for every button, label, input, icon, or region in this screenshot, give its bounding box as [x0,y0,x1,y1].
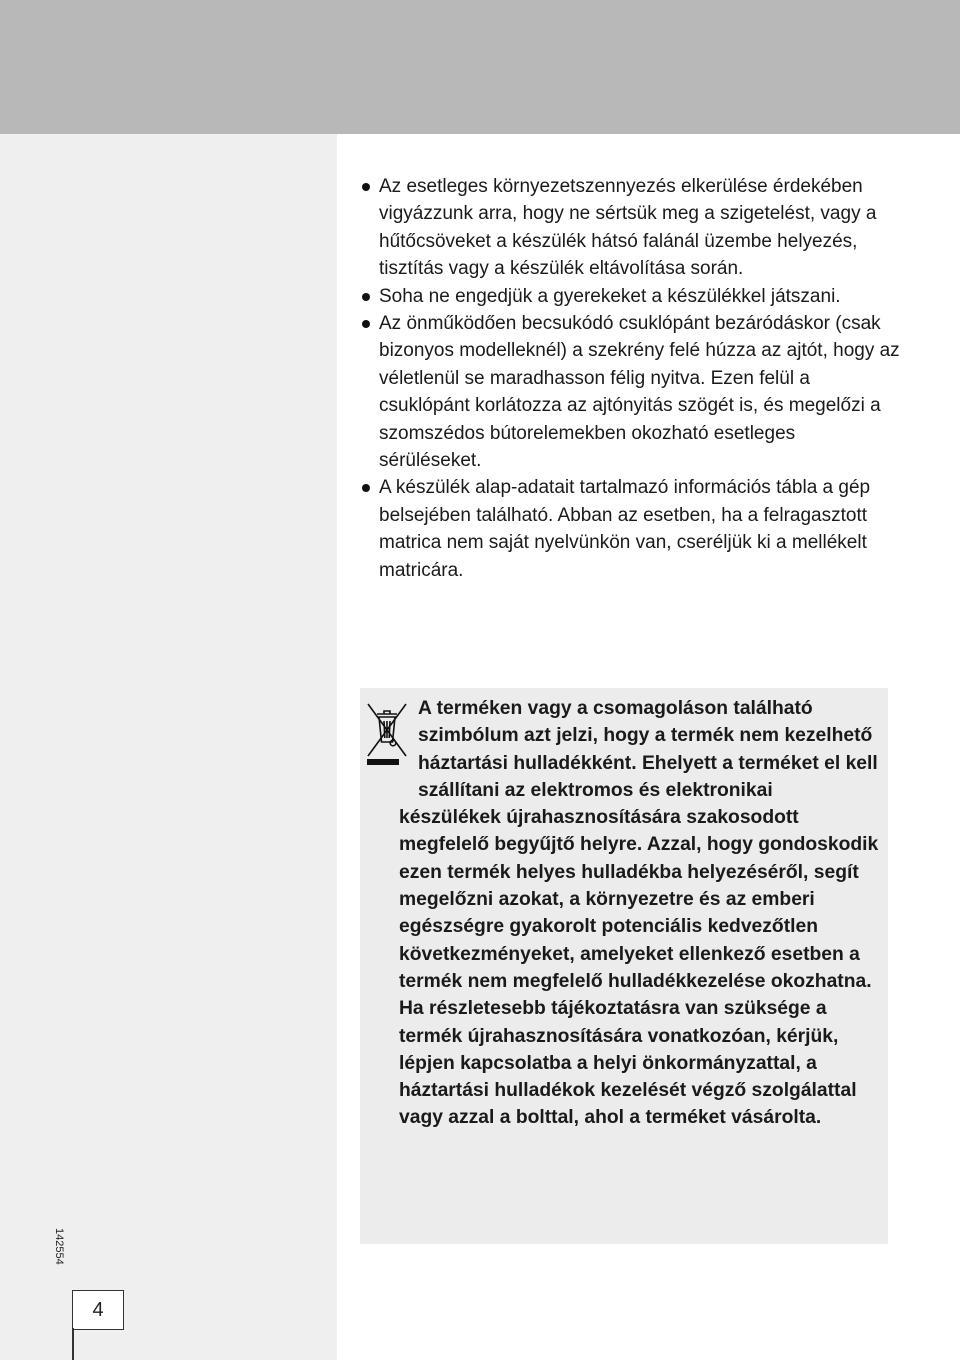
bullet-dot-icon [362,293,370,301]
safety-bullet-list [360,173,900,584]
bullet-dot-icon [362,484,370,492]
weee-notice-text: A terméken vagy a csomagoláson található szimbólum azt jelzi, hogy a termék nem kezelhető háztartási hulladékként. Ehelyett a terméket el kell szállítani az elektromos és elektronikai készülékek újrahasznosítására szakosodott megfelelő begyűjtő helyre. Azzal, hogy gondoskodik ezen termék helyes hulladékba helyezéséről, segít megelőzni azokat, a környezetre és az emberi egészségre gyakorolt potenciális kedvezőtlen következményeket, amelyeket ellenkező esetben a termék nem megfelelő hulladékkezelése okozhatna. Ha részletesebb tájékoztatásra van szüksége a termék újrahasznosítására vonatkozóan, kérjük, lépjen kapcsolatba a helyi önkormányzattal, a háztartási hulladékok kezelését végző szolgálattal vagy azzal a bolttal, ahol a terméket vásárolta. [399,698,879,1129]
header-band [0,0,960,134]
weee-disposal-notice [360,688,888,1244]
bullet-dot-icon [362,320,370,328]
bullet-item: Az önműködően becsukódó csuklópánt bezáródáskor (csak bizonyos modelleknél) a szekrény felé húzza az ajtót, hogy az véletlenül se maradhasson félig nyitva. Ezen felül a csuklópánt korlátozza az ajtónyitás szögét is, és megelőzi a szomszédos bútorelemekben okozható esetleges sérüléseket. [360,310,900,474]
bullet-dot-icon [362,183,370,191]
bullet-item: Az esetleges környezetszennyezés elkerülése érdekében vigyázzunk arra, hogy ne sértsük meg a szigetelést, vagy a hűtőcsöveket a készülék hátsó falánál üzembe helyezés, tisztítás vagy a készülék eltávolítása során. [360,173,900,283]
page-number: 4 [72,1290,124,1330]
bullet-item: Soha ne engedjük a gyerekeket a készülékkel játszani. [360,283,900,310]
page-number-tab-line [72,1328,74,1360]
bullet-item: A készülék alap-adatait tartalmazó információs tábla a gép belsejében található. Abban az esetben, ha a felragasztott matrica nem saját nyelvünkön van, cseréljük ki a mellékelt matricára. [360,474,900,584]
document-code: 142554 [53,1228,65,1265]
left-margin-column [0,134,337,1360]
